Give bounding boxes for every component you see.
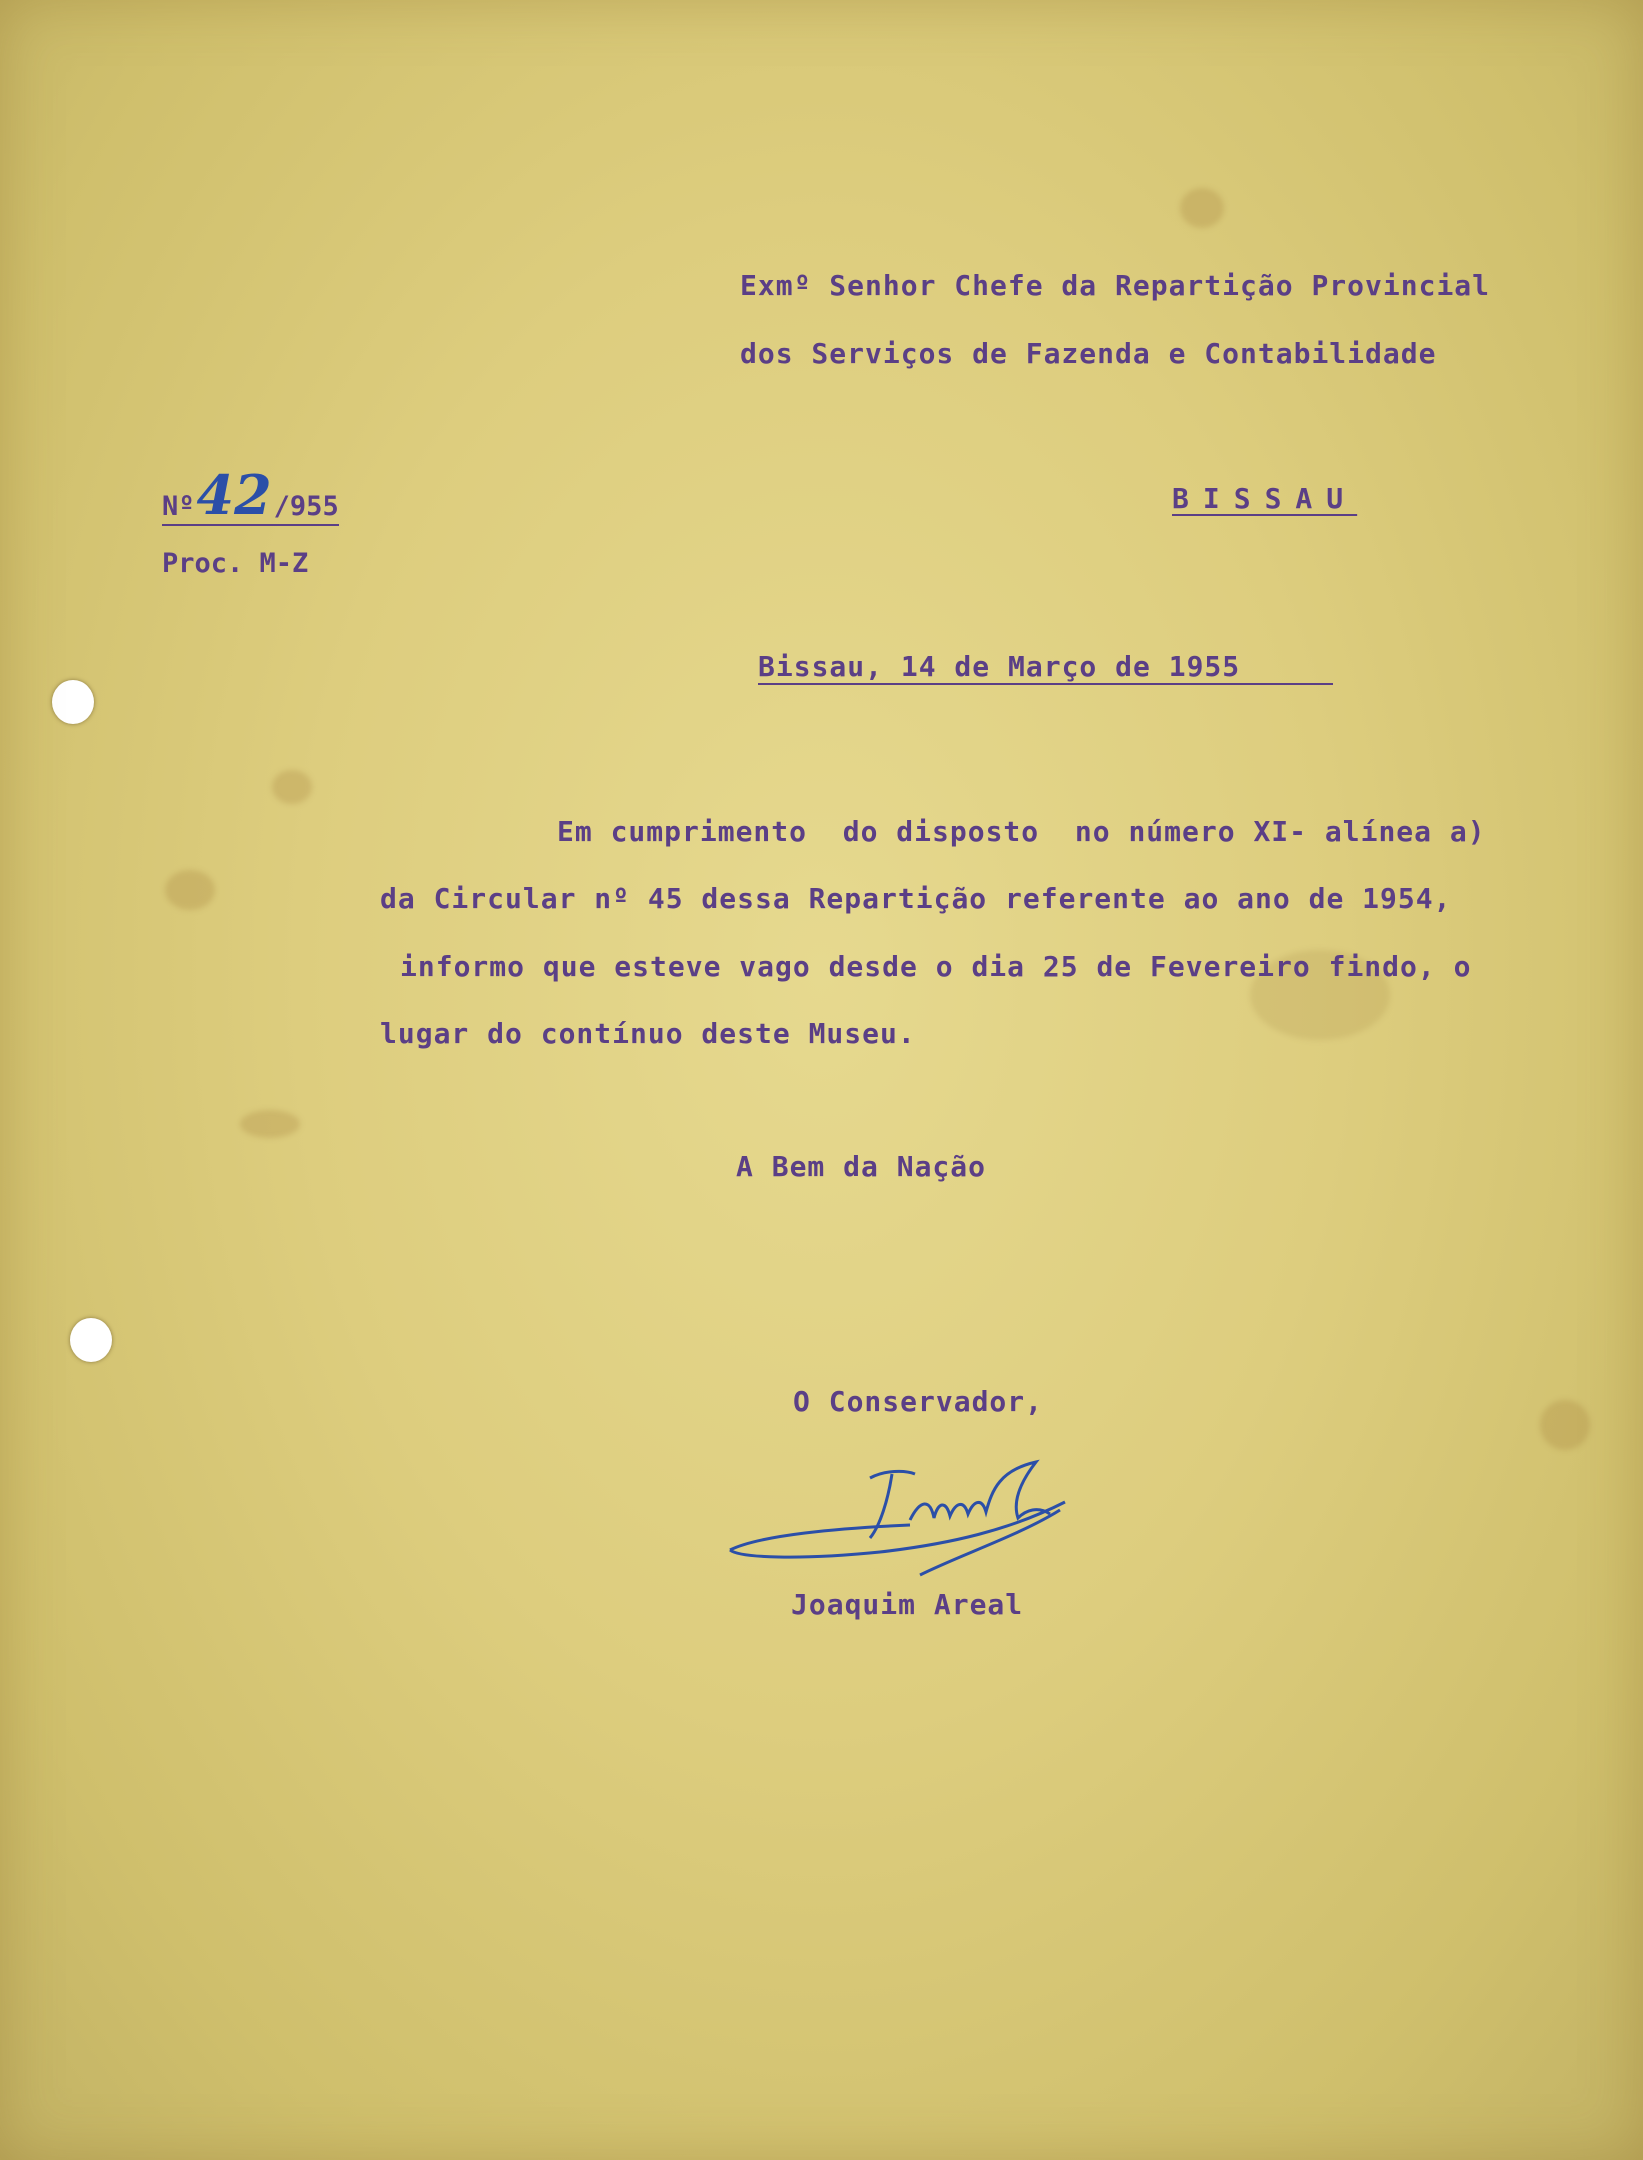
reference-block <box>162 463 339 579</box>
reference-number <box>162 463 339 527</box>
body-line-2: da Circular nº 45 dessa Repartição referente ao ano de 1954, <box>380 882 1452 915</box>
reference-handwritten-number: 42 <box>196 463 272 527</box>
paper-stain <box>1180 188 1224 228</box>
paper-stain <box>272 770 312 804</box>
body-line-4: lugar do contínuo deste Museu. <box>380 1017 916 1050</box>
addressee-block <box>740 252 1490 388</box>
punch-hole-upper <box>52 680 94 724</box>
signature-title: O Conservador, <box>793 1385 1044 1418</box>
addressee-line-2: dos Serviços de Fazenda e Contabilidade <box>740 337 1437 370</box>
body-line-3: informo que esteve vago desde o dia 25 de Fevereiro findo, o <box>400 950 1472 983</box>
date-line <box>758 650 1333 685</box>
city-heading: BISSAU <box>1172 482 1358 515</box>
reference-prefix: Nº <box>162 491 195 522</box>
paper-stain <box>240 1110 300 1138</box>
addressee-line-1: Exmº Senhor Chefe da Repartição Provincial <box>740 269 1491 302</box>
reference-year: /955 <box>273 491 339 522</box>
process-code: Proc. M-Z <box>162 548 309 579</box>
paper-stain <box>1540 1400 1590 1450</box>
signatory-name: Joaquim Areal <box>791 1588 1024 1621</box>
punch-hole-lower <box>70 1318 112 1362</box>
closing-salutation: A Bem da Nação <box>736 1150 987 1183</box>
body-line-1: Em cumprimento do disposto no número XI- alínea a) <box>557 815 1486 848</box>
paper-stain <box>165 870 215 910</box>
date-text: Bissau, 14 de Março de 1955 <box>758 650 1241 683</box>
handwritten-signature <box>720 1440 1080 1580</box>
